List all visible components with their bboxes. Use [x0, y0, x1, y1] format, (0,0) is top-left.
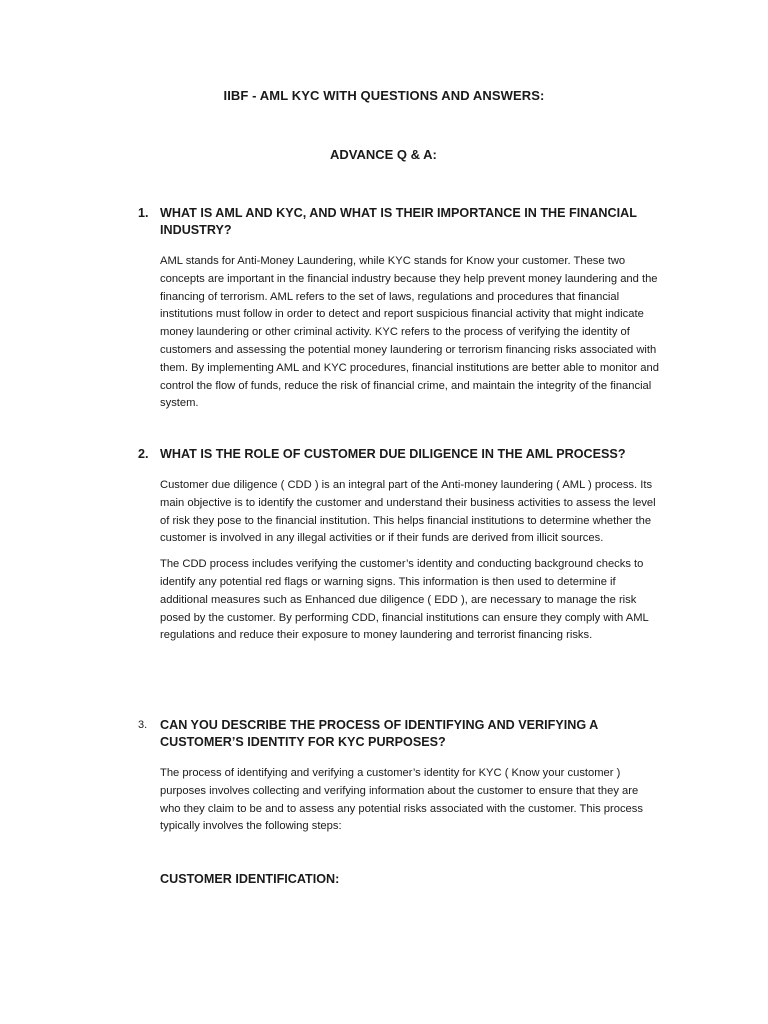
- answer-paragraph: AML stands for Anti-Money Laundering, while KYC stands for Know your customer. These two concepts are important in the financial industry because they help prevent money laundering and the financing of terrorism. AML refers to the set of laws, regulations and procedures that financial institutions must follow in order to detect and report suspicious financial activity that might indicate money laundering or other criminal activity. KYC refers to the process of verifying the identity of customers and assessing the potential money laundering or terrorism financing risks associated with them. By implementing AML and KYC procedures, financial institutions are better able to monitor and control the flow of funds, reduce the risk of financial crime, and maintain the integrity of the financial system.: [160, 255, 659, 410]
- question-text: WHAT IS AML AND KYC, AND WHAT IS THEIR IMPORTANCE IN THE FINANCIAL INDUSTRY?: [160, 206, 637, 237]
- document-subtitle: ADVANCE Q & A:: [330, 147, 437, 162]
- question-number: 3.: [138, 719, 148, 731]
- question-heading: [138, 446, 658, 463]
- question-text: CAN YOU DESCRIBE THE PROCESS OF IDENTIFYING AND VERIFYING A CUSTOMER’S IDENTITY FOR KYC PURPOSES?: [160, 718, 598, 749]
- answer-paragraph: Customer due diligence ( CDD ) is an integral part of the Anti-money laundering ( AML ) process. Its main objective is to identify the customer and understand their business activities to assess the level of risk they pose to the financial institution. This helps financial institutions to determine whether the customer is involved in any illegal activities or if their funds are derived from illicit sources.: [160, 479, 656, 545]
- question-text: WHAT IS THE ROLE OF CUSTOMER DUE DILIGENCE IN THE AML PROCESS?: [160, 447, 626, 461]
- question-2: [138, 446, 658, 645]
- document-title: IIBF - AML KYC WITH QUESTIONS AND ANSWERS:: [223, 88, 545, 103]
- question-1: [138, 205, 658, 413]
- question-3: [138, 717, 658, 836]
- question-heading: [138, 205, 658, 239]
- section-heading: CUSTOMER IDENTIFICATION:: [160, 872, 340, 886]
- question-number: 1.: [138, 206, 149, 220]
- question-number: 2.: [138, 447, 149, 461]
- answer-paragraph: The process of identifying and verifying a customer’s identity for KYC ( Know your customer ) purposes involves collecting and verifying information about the customer to ensure that they are who they claim to be and to assess any potential risks associated with the customer. This process typically involves the following steps:: [160, 767, 643, 833]
- question-heading: [138, 717, 658, 751]
- answer-paragraph: The CDD process includes verifying the customer’s identity and conducting background checks to identify any potential red flags or warning signs. This information is then used to determine if additional measures such as Enhanced due diligence ( EDD ), are necessary to manage the risk posed by the customer. By performing CDD, financial institutions can ensure they comply with AML regulations and reduce their exposure to money laundering and terrorist financing risks.: [160, 558, 649, 642]
